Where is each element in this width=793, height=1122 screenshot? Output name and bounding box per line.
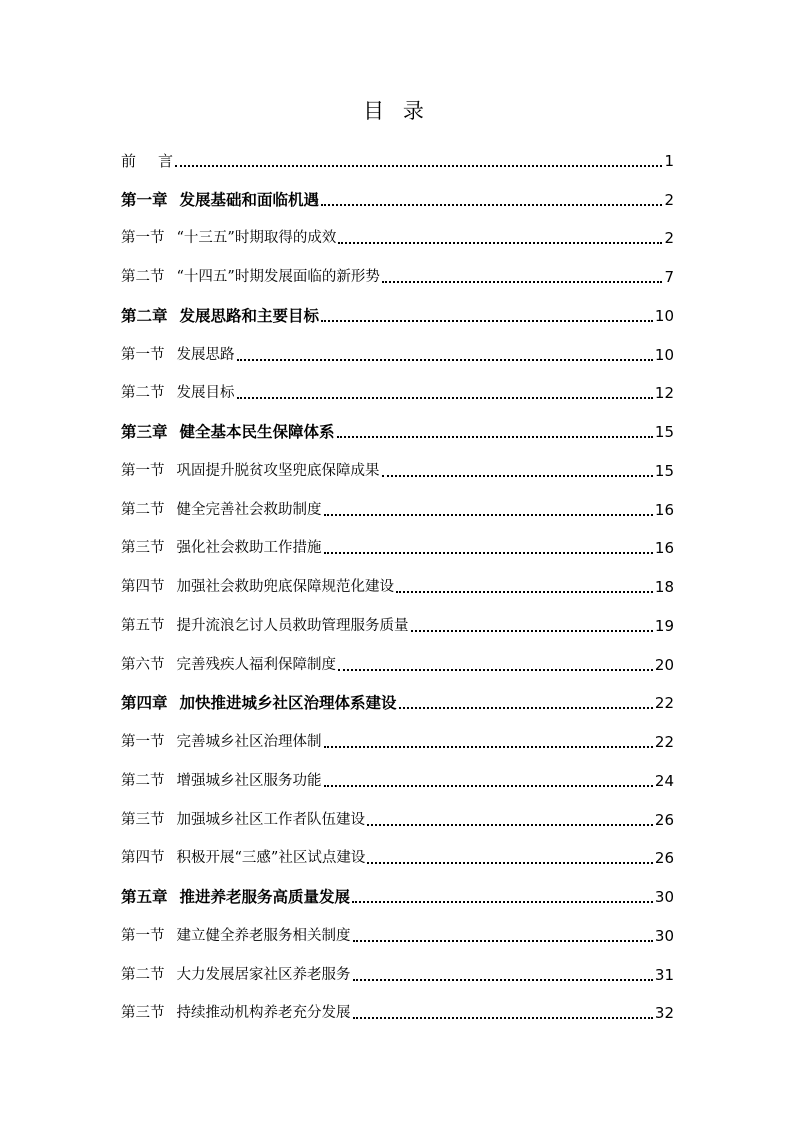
toc-section-entry[interactable] — [121, 605, 674, 644]
toc-section-entry[interactable] — [121, 334, 674, 373]
toc-entry-label — [121, 346, 235, 364]
toc-page-number: 22 — [654, 694, 674, 713]
toc-entry-title: 完善城乡社区治理体制 — [176, 734, 322, 750]
toc-entry-number: 第一节 — [121, 346, 165, 363]
toc-page-number: 12 — [654, 384, 674, 403]
dot-leader — [321, 203, 662, 206]
page-title: 目 录 — [363, 99, 430, 123]
toc-entry-number: 第四章 — [121, 694, 168, 713]
toc-entry-title: “十四五”时期发展面临的新形势 — [176, 269, 380, 285]
toc-entry-label — [121, 307, 319, 325]
toc-entry-number: 第四节 — [121, 579, 165, 595]
dot-leader — [382, 474, 653, 477]
toc-entry-number: 第六节 — [121, 656, 165, 673]
toc-entry-title: 强化社会救助工作措施 — [176, 540, 322, 557]
toc-entry-label — [121, 927, 351, 945]
toc-section-entry[interactable] — [121, 566, 674, 605]
toc-entry-number: 第三章 — [121, 423, 168, 441]
toc-entry-number: 第一节 — [121, 734, 165, 750]
toc-chapter-entry[interactable] — [121, 683, 674, 722]
toc-entry-label — [121, 229, 336, 247]
toc-entry-number: 第一节 — [121, 927, 165, 944]
toc-page-number: 19 — [654, 616, 674, 635]
toc-section-entry[interactable] — [121, 838, 674, 877]
dot-leader — [338, 241, 662, 244]
toc-entry-title: 发展基础和面临机遇 — [179, 190, 320, 209]
toc-page-number: 31 — [654, 965, 674, 984]
dot-leader — [237, 358, 653, 361]
toc-chapter-entry[interactable] — [121, 179, 674, 218]
toc-entry-title: 完善残疾人福利保障制度 — [176, 656, 336, 673]
toc-section-entry[interactable] — [121, 721, 674, 760]
toc-entry-number: 第三节 — [121, 1005, 165, 1022]
dot-leader — [367, 823, 653, 826]
toc-entry-label — [121, 1004, 351, 1022]
toc-section-entry[interactable] — [121, 450, 674, 489]
toc-section-entry[interactable] — [121, 489, 674, 528]
toc-entry-label — [121, 733, 322, 751]
toc-entry-label — [121, 268, 380, 286]
dot-leader — [353, 939, 653, 942]
toc-page-number: 1 — [664, 151, 674, 170]
toc-section-entry[interactable] — [121, 993, 674, 1032]
toc-section-entry[interactable] — [121, 760, 674, 799]
toc-entry-title: “十三五”时期取得的成效 — [176, 230, 337, 247]
toc-entry-label — [121, 849, 365, 867]
toc-entry-title: 巩固提升脱贫攻坚兜底保障成果 — [176, 462, 380, 479]
dot-leader — [353, 978, 653, 981]
toc-entry-title: 加强社会救助兜底保障规范化建设 — [176, 579, 394, 595]
dot-leader — [324, 551, 653, 554]
table-of-contents — [121, 140, 674, 1031]
dot-leader — [324, 784, 653, 787]
toc-entry-label — [121, 811, 365, 829]
toc-entry-title: 加强城乡社区工作者队伍建设 — [176, 811, 365, 828]
toc-entry-number: 第二节 — [121, 772, 165, 789]
toc-page-number: 22 — [654, 733, 674, 751]
toc-page-number: 2 — [664, 190, 674, 209]
toc-page-number: 15 — [654, 461, 674, 480]
toc-entry-number: 第一章 — [121, 190, 168, 209]
toc-entry-label — [121, 966, 351, 984]
toc-chapter-entry[interactable] — [121, 876, 674, 915]
dot-leader — [367, 861, 653, 864]
toc-entry-number: 第二章 — [121, 306, 168, 325]
dot-leader — [337, 435, 653, 438]
toc-entry-number: 第五章 — [121, 888, 168, 906]
dot-leader — [399, 706, 653, 709]
toc-chapter-entry[interactable] — [121, 295, 674, 334]
toc-section-entry[interactable] — [121, 644, 674, 683]
toc-entry-label — [121, 656, 336, 674]
dot-leader — [321, 319, 653, 322]
dot-leader — [396, 590, 653, 593]
toc-entry-label — [121, 617, 409, 635]
toc-section-entry[interactable] — [121, 915, 674, 954]
toc-entry-number: 第三节 — [121, 540, 165, 557]
toc-page-number: 24 — [654, 771, 674, 790]
toc-page-number: 26 — [654, 849, 674, 868]
toc-entry-label — [121, 384, 235, 402]
toc-entry-title: 健全完善社会救助制度 — [176, 501, 322, 518]
toc-page-number: 16 — [654, 539, 674, 558]
toc-entry-label — [121, 462, 380, 480]
toc-entry-number: 第二节 — [121, 501, 165, 518]
toc-entry-number: 第二节 — [121, 269, 165, 285]
toc-entry-label — [121, 694, 397, 712]
dot-leader — [324, 745, 653, 748]
toc-page-number: 32 — [654, 1004, 674, 1023]
toc-entry-number: 第一节 — [121, 462, 165, 479]
toc-page-number: 10 — [654, 306, 674, 325]
toc-entry-title: 增强城乡社区服务功能 — [176, 772, 322, 789]
toc-entry-title: 健全基本民生保障体系 — [179, 423, 335, 441]
toc-entry-label — [121, 501, 322, 519]
toc-entry-title: 言 — [158, 151, 174, 170]
dot-leader — [338, 668, 653, 671]
toc-entry-label — [121, 191, 319, 209]
dot-leader — [353, 1016, 653, 1019]
toc-entry-title: 提升流浪乞讨人员救助管理服务质量 — [176, 617, 409, 634]
toc-entry-title: 发展思路和主要目标 — [179, 306, 320, 325]
dot-leader — [382, 280, 663, 283]
toc-page-number: 10 — [654, 345, 674, 364]
toc-page-number: 15 — [654, 423, 674, 441]
toc-entry-title: 加快推进城乡社区治理体系建设 — [179, 694, 397, 713]
toc-entry-title: 积极开展“三感”社区试点建设 — [176, 850, 366, 867]
dot-leader — [324, 513, 653, 516]
toc-entry-number: 第五节 — [121, 617, 165, 634]
dot-leader — [411, 629, 653, 632]
dot-leader — [237, 396, 653, 399]
toc-preface-entry[interactable] — [121, 140, 674, 179]
toc-page-number: 7 — [664, 268, 674, 286]
toc-page-number: 18 — [654, 578, 674, 596]
toc-chapter-entry[interactable] — [121, 411, 674, 450]
toc-section-entry[interactable] — [121, 373, 674, 412]
toc-entry-number: 第一节 — [121, 230, 165, 247]
toc-section-entry[interactable] — [121, 256, 674, 295]
toc-entry-label — [121, 888, 350, 906]
toc-entry-title: 建立健全养老服务相关制度 — [176, 927, 351, 944]
toc-entry-number: 第二节 — [121, 966, 165, 983]
dot-leader — [175, 164, 662, 167]
toc-entry-number: 第三节 — [121, 811, 165, 828]
toc-entry-label — [121, 578, 394, 596]
toc-entry-label — [121, 423, 335, 441]
dot-leader — [352, 900, 653, 903]
toc-section-entry[interactable] — [121, 528, 674, 567]
toc-entry-title: 持续推动机构养老充分发展 — [176, 1005, 351, 1022]
toc-entry-label — [121, 539, 322, 557]
toc-entry-title: 推进养老服务高质量发展 — [179, 888, 351, 906]
toc-page-number: 2 — [664, 229, 674, 248]
toc-entry-label — [121, 772, 322, 790]
toc-section-entry[interactable] — [121, 954, 674, 993]
toc-page-number: 30 — [654, 926, 674, 945]
toc-entry-number: 第二节 — [121, 385, 165, 402]
toc-section-entry[interactable] — [121, 799, 674, 838]
toc-entry-title: 发展目标 — [176, 385, 235, 402]
toc-entry-label — [121, 152, 173, 170]
toc-section-entry[interactable] — [121, 218, 674, 257]
toc-entry-title: 发展思路 — [176, 346, 235, 363]
toc-entry-title: 大力发展居家社区养老服务 — [176, 966, 351, 983]
toc-page-number: 26 — [654, 810, 674, 829]
toc-page-number: 16 — [654, 500, 674, 519]
toc-page-number: 30 — [654, 888, 674, 906]
toc-entry-number: 前 — [121, 151, 137, 170]
toc-page-number: 20 — [654, 655, 674, 674]
toc-entry-number: 第四节 — [121, 850, 165, 867]
